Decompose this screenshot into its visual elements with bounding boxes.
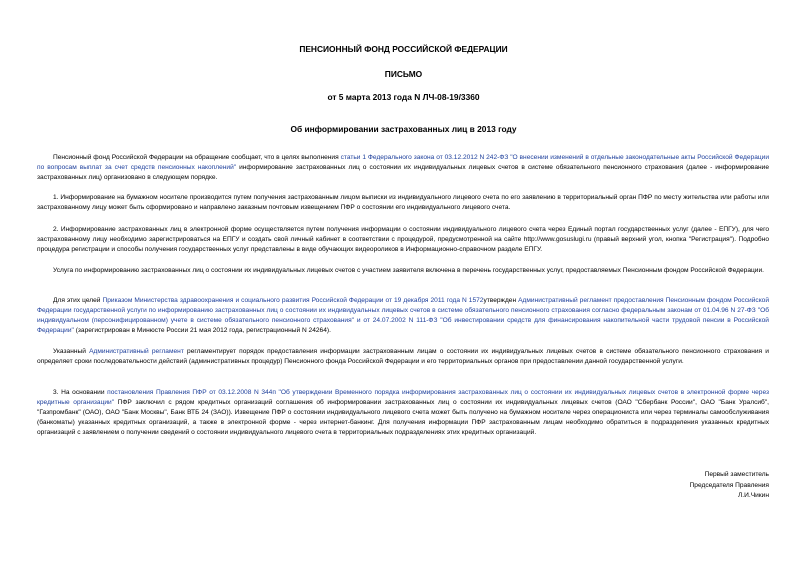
paragraph-text: регламентирует порядок предоставления информации застрахованным лицам о состоянии их индивидуальных лицевых счетов в системе обязательного пенсионного страхования и определяет сроки последовательности действий (административных процедур) Пенсионного фонда Российской Федерации и его территориальных органов при предоставлении данной государственной услуги. [37,348,769,365]
document-subject: Об информировании застрахованных лиц в 2013 году [290,124,517,134]
resolution-344p-link[interactable]: постановления Правления ПФР от 03.12.2008 N 344п "Об утверждении Временного порядка информирования застрахованных лиц о состоянии их индивидуальных лицевых счетов в электронной форме через кредитные организации" [37,389,769,406]
paragraph-electronic-informing: 2. Информирование застрахованных лиц в электронной форме осуществляется путем получения информации о состоянии индивидуального лицевого счета через Единый портал государственных услуг (далее - ЕПГУ), для чего застрахованному лицу необходимо зарегистрироваться на ЕПГУ и создать свой личный кабинет в соответствии с процедурой, предусмотренной на сайте http://www.gosuslugi.ru (правый верхний угол, кнопка "Регистрация"). Подробно процедура регистрации и способы получения государственных услуг представлены в виде обучающих видеороликов в Информационно-справочном разделе ЕПГУ. [37,226,769,253]
paragraph-text: информирование застрахованных лиц о состоянии их индивидуальных лицевых счетов в системе обязательного пенсионного страхования (далее - информирование застрахованных лиц) организовано в следующем порядке. [37,163,769,181]
paragraph-service-list: Услуга по информированию застрахованных лиц о состоянии их индивидуальных лицевых счетов с участием заявителя включена в перечень государственных услуг, предоставляемых Пенсионным фондом Российской Федерации. [53,267,764,274]
paragraph-intro [37,153,769,183]
organization-title: ПЕНСИОННЫЙ ФОНД РОССИЙСКОЙ ФЕДЕРАЦИИ [299,44,508,54]
paragraph-text: Указанный [53,348,90,355]
admin-regulation-link[interactable]: Административный регламент предоставления Пенсионным фондом Российской Федерации государственной услуги по информированию застрахованных лиц о состоянии их индивидуальных лицевых счетов в системе обязательного пенсионного страхования согласно федеральным законам от 01.04.96 N 27-ФЗ "Об индивидуальном (персонифицированном) учете в системе обязательного пенсионного страхования" и от 24.07.2002 N 111-ФЗ "Об инвестировании средств для финансирования накопительной части трудовой пенсии в Российской Федерации" [37,297,770,334]
document-date-number: от 5 марта 2013 года N ЛЧ-08-19/3360 [327,92,480,102]
signature-block [690,470,769,502]
paragraph-order-1572 [37,296,769,336]
order-1572-link[interactable]: Приказом Министерства здравоохранения и социального развития Российской Федерации от 19 декабря 2011 года N 1572 [102,297,484,304]
paragraph-paper-informing: 1. Информирование на бумажном носителе производится путем получения застрахованным лицом выписки из индивидуального лицевого счета по его заявлению в территориальный орган ПФР по месту жительства или работы или застрахованному лицу может быть сформировано и направлено заказным почтовым извещением ПФР о состоянии его индивидуального лицевого счета. [37,194,769,211]
document-type: ПИСЬМО [384,69,423,79]
paragraph-credit-organizations [37,388,769,438]
paragraph-text: Пенсионный фонд Российской Федерации на обращение сообщает, что в целях выполнения [53,154,341,161]
signature-position-line2: Председателя Правления [689,481,769,489]
signature-name: Л.И.Чикин [737,492,769,499]
paragraph-text: ПФР заключил с рядом кредитных организаций соглашения об информировании застрахованных лиц о состоянии их индивидуальных лицевых счетов (ОАО "Сбербанк России", ОАО "Банк Уралсиб", "Газпромбанк" (ОАО), ОАО "Банк Москвы", Банк ВТБ 24 (ЗАО)). Извещение ПФР о состоянии индивидуального лицевого счета может быть получено на бумажном носителе через операциониста или через терминалы самообслуживания (банкоматы) указанных кредитных организаций, а также в электронной форме - через интернет-банкинг. Для получения информации ПФР застрахованным лицам необходимо обратиться в подразделения указанных кредитных организаций с заявлением о получении сведений о состоянии индивидуального лицевого счета в территориальных подразделениях этих кредитных организаций. [37,398,770,436]
paragraph-regulation-scope [37,347,769,367]
paragraph-text: (зарегистрирован в Минюсте России 21 мая 2012 года, регистрационный N 24264). [73,326,331,334]
signature-position-line1: Первый заместитель [704,471,769,478]
paragraph-text: 3. На основании [53,389,108,396]
paragraph-text: Для этих целей [53,297,103,304]
admin-regulation-short-link[interactable]: Административный регламент [89,348,184,355]
paragraph-text: утвержден [483,297,519,304]
law-link-242fz[interactable]: статьи 1 Федерального закона от 03.12.2012 N 242-ФЗ "О внесении изменений в отдельные законодательные акты Российской Федерации по вопросам выплат за счет средств пенсионных накоплений" [37,154,769,171]
